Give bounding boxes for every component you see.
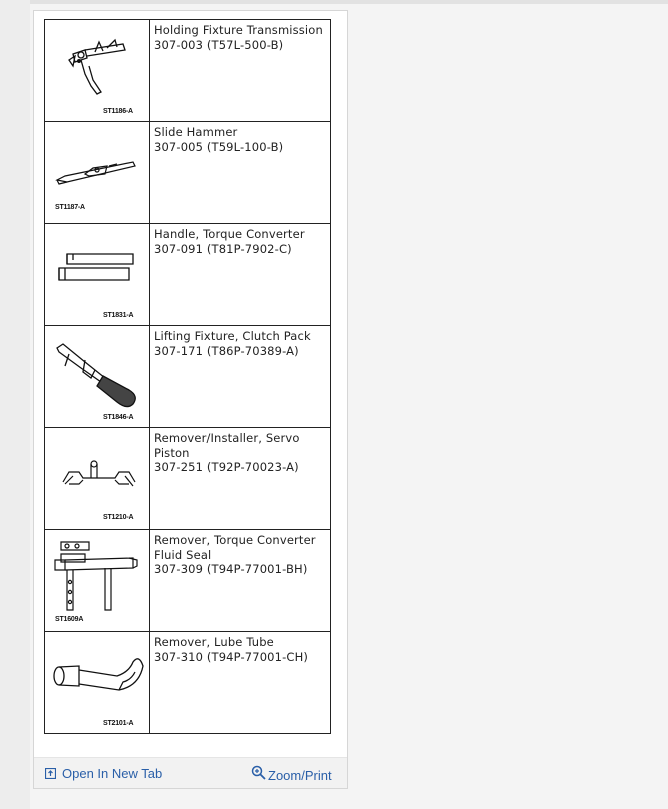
tool-image-cell	[45, 530, 150, 632]
tool-image-cell	[45, 632, 150, 734]
holding-fixture-icon	[45, 20, 149, 122]
zoom-icon	[251, 765, 266, 780]
left-margin	[0, 0, 30, 809]
tool-part-number: 307-091 (T81P-7902-C)	[154, 241, 292, 256]
lifting-fixture-icon	[45, 326, 149, 428]
open-in-new-tab-link[interactable]	[45, 766, 162, 781]
top-bar	[0, 0, 668, 4]
tool-desc-cell	[150, 122, 331, 224]
image-code: ST1187-A	[55, 204, 85, 211]
tool-name: Handle, Torque Converter	[154, 227, 305, 241]
tool-desc-cell	[150, 326, 331, 428]
tool-desc-cell	[150, 20, 331, 122]
image-code: ST1846-A	[103, 414, 134, 421]
special-tools-table	[44, 19, 331, 734]
lube-tube-remover-icon	[45, 632, 149, 734]
table-row	[45, 530, 331, 632]
tool-part-number: 307-309 (T94P-77001-BH)	[154, 562, 308, 576]
tool-desc-cell	[150, 530, 331, 632]
tool-part-number: 307-251 (T92P-70023-A)	[154, 460, 299, 474]
tool-image-cell	[45, 122, 150, 224]
tool-name: Remover, Torque Converter	[154, 533, 316, 547]
table-row	[45, 428, 331, 530]
tool-part-number: 307-005 (T59L-100-B)	[154, 139, 284, 154]
image-code: ST1210-A	[103, 514, 134, 521]
table-row	[45, 224, 331, 326]
tool-name-cont: Fluid Seal	[154, 547, 212, 562]
servo-tool-icon	[45, 428, 149, 530]
table-row	[45, 20, 331, 122]
tool-image-cell	[45, 428, 150, 530]
tool-desc-cell	[150, 224, 331, 326]
image-code: ST1186-A	[103, 108, 133, 115]
tool-name: Remover, Lube Tube	[154, 635, 274, 649]
tool-part-number: 307-310 (T94P-77001-CH)	[154, 649, 309, 664]
zoom-print-label: Zoom/Print	[268, 768, 332, 783]
new-tab-icon	[45, 768, 56, 779]
table-row	[45, 326, 331, 428]
tool-name: Lifting Fixture, Clutch Pack	[154, 329, 311, 343]
image-card	[33, 10, 348, 789]
open-in-new-tab-label: Open In New Tab	[62, 766, 163, 781]
tool-image-cell	[45, 20, 150, 122]
table-row	[45, 632, 331, 734]
tool-name: Remover/Installer, Servo	[154, 431, 300, 445]
tool-desc-cell	[150, 632, 331, 734]
zoom-print-link[interactable]	[251, 762, 332, 783]
image-code: ST1609A	[55, 616, 84, 623]
tool-name-cont: Piston	[154, 445, 190, 460]
tool-part-number: 307-171 (T86P-70389-A)	[154, 343, 299, 358]
tool-image-cell	[45, 224, 150, 326]
image-code: ST1831-A	[103, 312, 134, 319]
tool-name: Holding Fixture Transmission	[154, 23, 323, 37]
image-code: ST2101-A	[103, 720, 134, 727]
tool-name: Slide Hammer	[154, 125, 238, 139]
image-footer	[34, 757, 347, 788]
converter-handle-icon	[45, 224, 149, 326]
tool-desc-cell	[150, 428, 331, 530]
tool-part-number: 307-003 (T57L-500-B)	[154, 37, 284, 52]
tool-image-cell	[45, 326, 150, 428]
table-row	[45, 122, 331, 224]
